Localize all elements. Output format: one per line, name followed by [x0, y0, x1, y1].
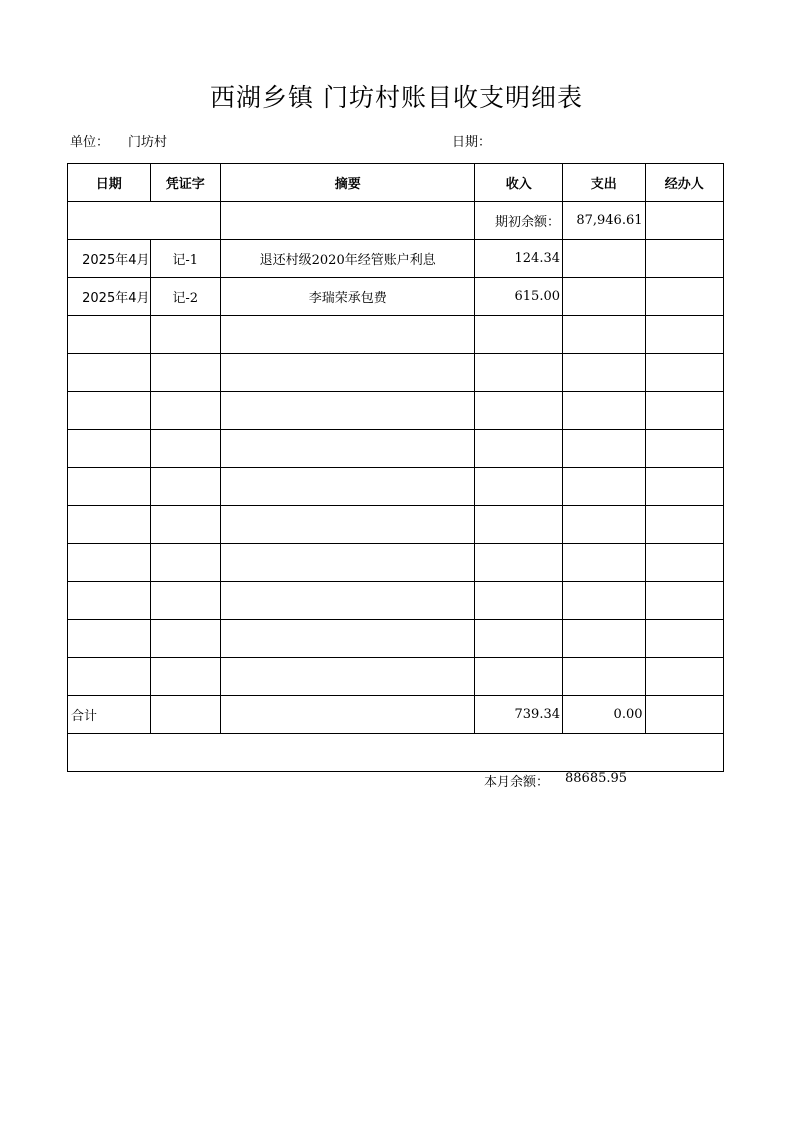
- empty-cell: [68, 316, 151, 354]
- empty-cell: [475, 582, 563, 620]
- empty-cell: [150, 506, 220, 544]
- header-date: 日期: [68, 164, 151, 202]
- total-handler-cell: [645, 696, 724, 734]
- empty-cell: [150, 582, 220, 620]
- empty-cell: [475, 392, 563, 430]
- empty-cell: [475, 468, 563, 506]
- opening-summary-cell: [220, 202, 475, 240]
- table-row: [68, 240, 724, 278]
- ledger-table: [67, 163, 724, 790]
- unit-value: 门坊村: [128, 135, 168, 150]
- empty-cell: [563, 620, 646, 658]
- header-voucher: 凭证字: [150, 164, 220, 202]
- empty-cell: [68, 392, 151, 430]
- table-row: [68, 278, 724, 316]
- empty-row: [68, 354, 724, 392]
- row-voucher: 记-2: [150, 278, 220, 316]
- empty-cell: [150, 392, 220, 430]
- empty-cell: [563, 468, 646, 506]
- header-income: 收入: [475, 164, 563, 202]
- closing-balance-label: 本月余额：: [484, 774, 550, 790]
- empty-cell: [645, 354, 724, 392]
- opening-balance-value: 87,946.61: [563, 202, 646, 240]
- total-expense: 0.00: [563, 696, 646, 734]
- closing-balance-row: [68, 734, 724, 772]
- empty-cell: [645, 506, 724, 544]
- empty-row: [68, 620, 724, 658]
- page-title: 西湖乡镇 门坊村账目收支明细表: [210, 83, 583, 112]
- empty-row: [68, 658, 724, 696]
- empty-cell: [68, 430, 151, 468]
- empty-cell: [645, 582, 724, 620]
- empty-cell: [68, 544, 151, 582]
- empty-cell: [563, 354, 646, 392]
- empty-cell: [68, 620, 151, 658]
- row-expense: [563, 240, 646, 278]
- row-handler: [645, 278, 724, 316]
- empty-cell: [150, 430, 220, 468]
- opening-balance-label: 期初余额：: [475, 202, 563, 240]
- empty-cell: [563, 506, 646, 544]
- empty-cell: [563, 582, 646, 620]
- row-expense: [563, 278, 646, 316]
- row-income: 615.00: [475, 278, 563, 316]
- empty-cell: [220, 430, 475, 468]
- empty-cell: [645, 392, 724, 430]
- row-date: 2025年4月: [68, 240, 151, 278]
- opening-handler-cell: [645, 202, 724, 240]
- unit-label: 单位：: [70, 135, 110, 150]
- empty-cell: [150, 354, 220, 392]
- total-summary-cell: [220, 696, 475, 734]
- empty-cell: [645, 316, 724, 354]
- row-voucher: 记-1: [150, 240, 220, 278]
- empty-cell: [68, 468, 151, 506]
- empty-cell: [220, 392, 475, 430]
- empty-cell: [645, 620, 724, 658]
- empty-cell: [475, 544, 563, 582]
- empty-cell: [220, 658, 475, 696]
- closing-balance-value: 88685.95: [565, 770, 628, 786]
- empty-cell: [563, 316, 646, 354]
- row-handler: [645, 240, 724, 278]
- empty-cell: [220, 316, 475, 354]
- empty-cell: [475, 620, 563, 658]
- empty-row: [68, 316, 724, 354]
- empty-cell: [645, 658, 724, 696]
- empty-cell: [563, 544, 646, 582]
- empty-cell: [68, 582, 151, 620]
- total-label: 合计: [68, 696, 151, 734]
- row-summary: 退还村级2020年经管账户利息: [220, 240, 475, 278]
- empty-row: [68, 582, 724, 620]
- empty-cell: [220, 582, 475, 620]
- empty-cell: [220, 544, 475, 582]
- empty-cell: [68, 354, 151, 392]
- empty-cell: [150, 658, 220, 696]
- opening-balance-row: [68, 202, 724, 240]
- empty-cell: [220, 506, 475, 544]
- empty-row: [68, 506, 724, 544]
- date-label: 日期：: [452, 135, 492, 150]
- empty-cell: [220, 354, 475, 392]
- empty-cell: [475, 430, 563, 468]
- header-summary: 摘要: [220, 164, 475, 202]
- empty-cell: [475, 658, 563, 696]
- empty-cell: [645, 544, 724, 582]
- empty-cell: [563, 430, 646, 468]
- empty-row: [68, 392, 724, 430]
- empty-cell: [563, 392, 646, 430]
- row-summary: 李瑞荣承包费: [220, 278, 475, 316]
- row-income: 124.34: [475, 240, 563, 278]
- empty-cell: [150, 468, 220, 506]
- empty-cell: [68, 658, 151, 696]
- empty-cell: [475, 354, 563, 392]
- empty-cell: [475, 316, 563, 354]
- empty-cell: [645, 468, 724, 506]
- total-income: 739.34: [475, 696, 563, 734]
- empty-cell: [150, 544, 220, 582]
- total-voucher-cell: [150, 696, 220, 734]
- header-handler: 经办人: [645, 164, 724, 202]
- closing-balance-cell: [68, 734, 724, 790]
- empty-cell: [68, 506, 151, 544]
- opening-empty-cell: [68, 202, 221, 240]
- row-date: 2025年4月: [68, 278, 151, 316]
- empty-cell: [645, 430, 724, 468]
- empty-row: [68, 468, 724, 506]
- header-row: [68, 164, 724, 202]
- empty-cell: [563, 658, 646, 696]
- empty-cell: [220, 468, 475, 506]
- total-row: [68, 696, 724, 734]
- empty-cell: [220, 620, 475, 658]
- empty-cell: [150, 316, 220, 354]
- empty-cell: [150, 620, 220, 658]
- empty-cell: [475, 506, 563, 544]
- header-expense: 支出: [563, 164, 646, 202]
- empty-row: [68, 544, 724, 582]
- empty-row: [68, 430, 724, 468]
